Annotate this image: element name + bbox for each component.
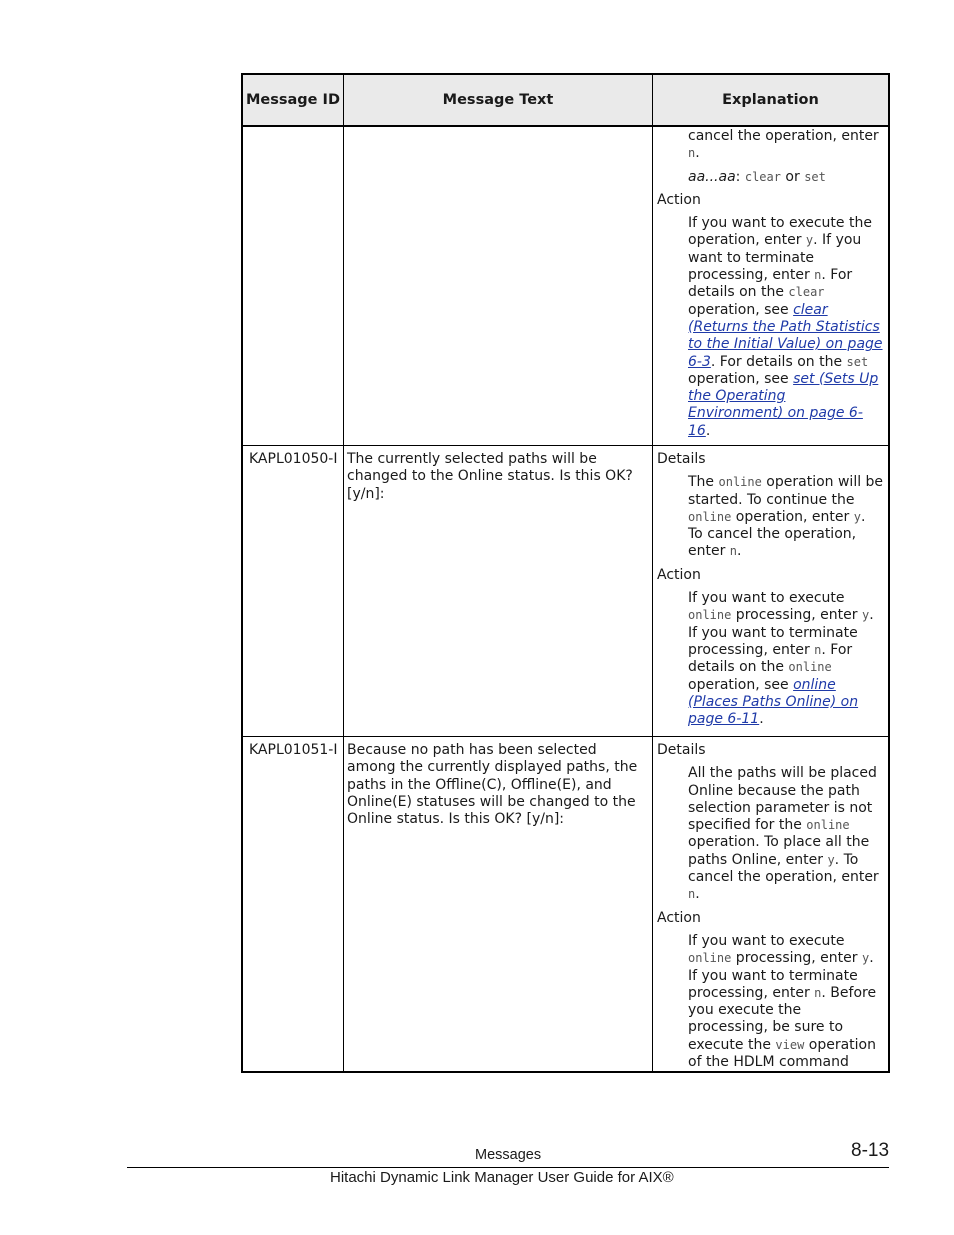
header-explanation: Explanation [722, 92, 819, 108]
explanation-kapl01050 [657, 451, 884, 728]
header-message-id: Message ID [245, 92, 340, 108]
details-heading: Details [657, 451, 706, 467]
column-divider [652, 75, 653, 1071]
details-heading: Details [657, 742, 706, 758]
action-heading: Action [657, 191, 701, 208]
set-command-link[interactable]: set (Sets Up the Operating Environment) on page 6-16 [688, 370, 879, 439]
row-divider [243, 736, 888, 737]
table-row-continued-explanation [657, 128, 884, 440]
table-header [243, 75, 888, 127]
footer-section-title: Messages [475, 1147, 542, 1163]
header-message-text: Message Text [442, 92, 554, 108]
action-heading: Action [657, 909, 701, 926]
message-id-kapl01051: KAPL01051-I [249, 742, 338, 758]
message-text-kapl01051: Because no path has been selected among the currently displayed paths, the paths in the Offline(C), Offline(E), and Online(E) statuses will be changed to the Online status. Is this OK? [y/n]: [347, 742, 638, 828]
online-command-link[interactable]: online (Places Paths Online) on page 6-11 [688, 676, 859, 728]
details-text: All the paths will be placed Online because the path selection parameter is not specified for the online operation. To place all the paths Online, enter y. To cancel the operation, enter n. [688, 765, 879, 903]
action-heading: Action [657, 566, 701, 583]
clear-command-link[interactable]: clear (Returns the Path Statistics to the Initial Value) on page 6-3 [688, 301, 883, 370]
message-id-kapl01050: KAPL01050-I [249, 451, 338, 467]
action-text: If you want to execute the operation, enter y. If you want to terminate processing, enter n. For details on the clear operation, see clear (Returns the Path Statistics to the Initial Value) on page 6-3. For details on the set operation, see set (Sets Up the Operating Environment) on page 6-16. [688, 215, 883, 439]
variable-definition: aa...aa: clear or set [688, 168, 826, 185]
action-text: If you want to execute online processing, enter y. If you want to terminate processing, enter n. Before you execute the processing, be sure to execute the view operation of the HDLM command [688, 932, 877, 1071]
row-divider [243, 445, 888, 446]
column-divider [343, 75, 344, 1071]
details-text: The online operation will be started. To continue the online operation, enter y. To cancel the operation, enter n. [688, 474, 884, 560]
page-number: 8-13 [851, 1140, 890, 1161]
explanation-kapl01051 [657, 742, 884, 1071]
message-table [241, 73, 890, 1073]
action-text: If you want to execute online processing, enter y. If you want to terminate processing, enter n. For details on the online operation, see online (Places Paths Online) on page 6-11. [688, 590, 874, 728]
message-text-kapl01050: The currently selected paths will be changed to the Online status. Is this OK? [y/n]: [347, 451, 633, 502]
footer-book-title: Hitachi Dynamic Link Manager User Guide for AIX® [330, 1169, 674, 1186]
footer-divider [127, 1167, 889, 1168]
explanation-text: cancel the operation, enter n. [688, 128, 879, 162]
